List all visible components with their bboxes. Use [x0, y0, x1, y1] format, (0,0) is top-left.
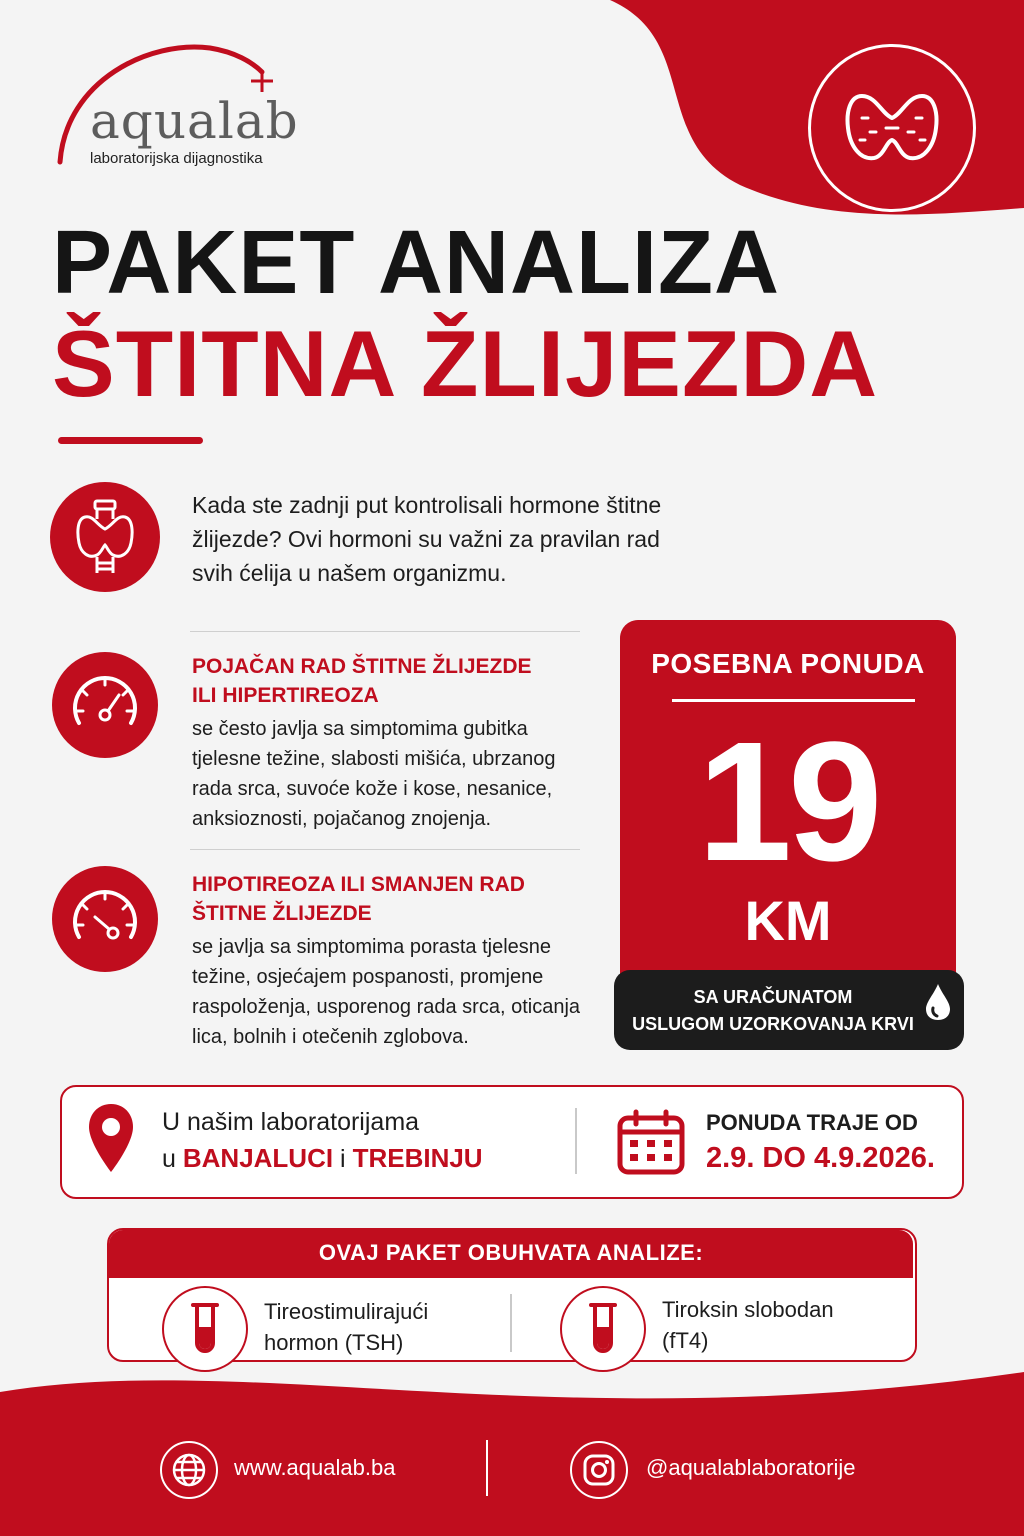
instagram-link[interactable]: @aqualablaboratorije	[646, 1455, 856, 1480]
hyper-icon-circle	[52, 652, 158, 758]
instagram-ring	[570, 1441, 628, 1499]
logo-tagline: laboratorijska dijagnostika	[90, 150, 263, 167]
package-heading: OVAJ PAKET OBUHVATA ANALIZE:	[318, 1240, 704, 1265]
package-item-ft4-line1: Tiroksin slobodan	[662, 1297, 834, 1322]
hyper-title	[192, 652, 592, 710]
hyper-title-line1: POJAČAN RAD ŠTITNE ŽLIJEZDE	[192, 655, 532, 678]
location-divider	[575, 1108, 577, 1174]
test-tube-ring	[560, 1286, 646, 1372]
test-tube-icon	[583, 1301, 623, 1357]
location-line2	[162, 1140, 483, 1177]
package-item-tsh	[264, 1296, 428, 1358]
package-item-ft4	[662, 1294, 834, 1356]
test-tube-ring	[162, 1286, 248, 1372]
location-city-2: TREBINJU	[352, 1143, 483, 1173]
gauge-low-icon	[67, 881, 143, 957]
drop-icon	[922, 982, 954, 1022]
gauge-high-icon	[67, 667, 143, 743]
title-underline	[58, 437, 203, 444]
hyper-title-line2: ILI HIPERTIREOZA	[192, 684, 379, 707]
hypo-title	[192, 870, 592, 928]
location-pin-icon	[86, 1102, 136, 1174]
offer-title: POSEBNA PONUDA	[651, 648, 925, 679]
offer-currency: KM	[744, 889, 832, 952]
package-item-tsh-line2: hormon (TSH)	[264, 1330, 404, 1355]
location-prefix: u	[162, 1145, 176, 1173]
location-line1: U našim laboratorijama	[162, 1108, 420, 1136]
offer-note	[614, 984, 932, 1038]
thyroid-icon	[73, 499, 137, 575]
thyroid-badge	[808, 44, 976, 212]
hypo-title-line2: ŠTITNE ŽLIJEZDE	[192, 902, 372, 925]
offer-price: 19	[697, 707, 879, 897]
intro-text: Kada ste zadnji put kontrolisali hormone štitne žlijezde? Ovi hormoni su važni za pravilan rad svih ćelija u našem organizmu.	[192, 492, 662, 586]
website-link[interactable]: www.aqualab.ba	[234, 1455, 396, 1480]
section-divider	[190, 631, 580, 632]
package-divider	[510, 1294, 512, 1352]
calendar-icon	[616, 1108, 686, 1176]
hypo-body: se javlja sa simptomima porasta tjelesne težine, osjećajem pospanosti, promjene raspoloženja, usporenog rada srca, oticanja lica, bolnih i otečenih zglobova.	[192, 936, 581, 1048]
page-title-line1: PAKET ANALIZA	[52, 213, 780, 313]
intro-icon-circle	[50, 482, 160, 592]
location-conj: i	[340, 1145, 346, 1173]
page-title-line2: ŠTITNA ŽLIJEZDA	[52, 311, 879, 416]
offer-divider	[672, 699, 915, 702]
offer-note-line2: USLUGOM UZORKOVANJA KRVI	[632, 1014, 914, 1034]
hypo-title-line1: HIPOTIREOZA ILI SMANJEN RAD	[192, 873, 525, 896]
instagram-icon	[582, 1453, 616, 1487]
globe-ring	[160, 1441, 218, 1499]
thyroid-icon	[842, 88, 942, 168]
footer-divider	[486, 1440, 488, 1496]
offer-dates-value: 2.9. DO 4.9.2026.	[706, 1142, 935, 1174]
logo-wordmark: aqualab	[90, 92, 299, 150]
location-text	[162, 1104, 483, 1177]
offer-dates-label: PONUDA TRAJE OD	[706, 1110, 918, 1135]
test-tube-icon	[185, 1301, 225, 1357]
section-divider	[190, 849, 580, 850]
package-item-tsh-line1: Tireostimulirajući	[264, 1299, 429, 1324]
hyper-body: se često javlja sa simptomima gubitka tjelesne težine, slabosti mišića, ubrzanog rada srca, suvoće kože i kose, nesanice, anksioznosti, pojačanog znojenja.	[192, 718, 556, 830]
globe-icon	[171, 1452, 207, 1488]
package-item-ft4-line2: (fT4)	[662, 1328, 709, 1353]
hypo-icon-circle	[52, 866, 158, 972]
location-city-1: BANJALUCI	[182, 1143, 334, 1173]
offer-note-line1: SA URAČUNATOM	[693, 987, 853, 1007]
